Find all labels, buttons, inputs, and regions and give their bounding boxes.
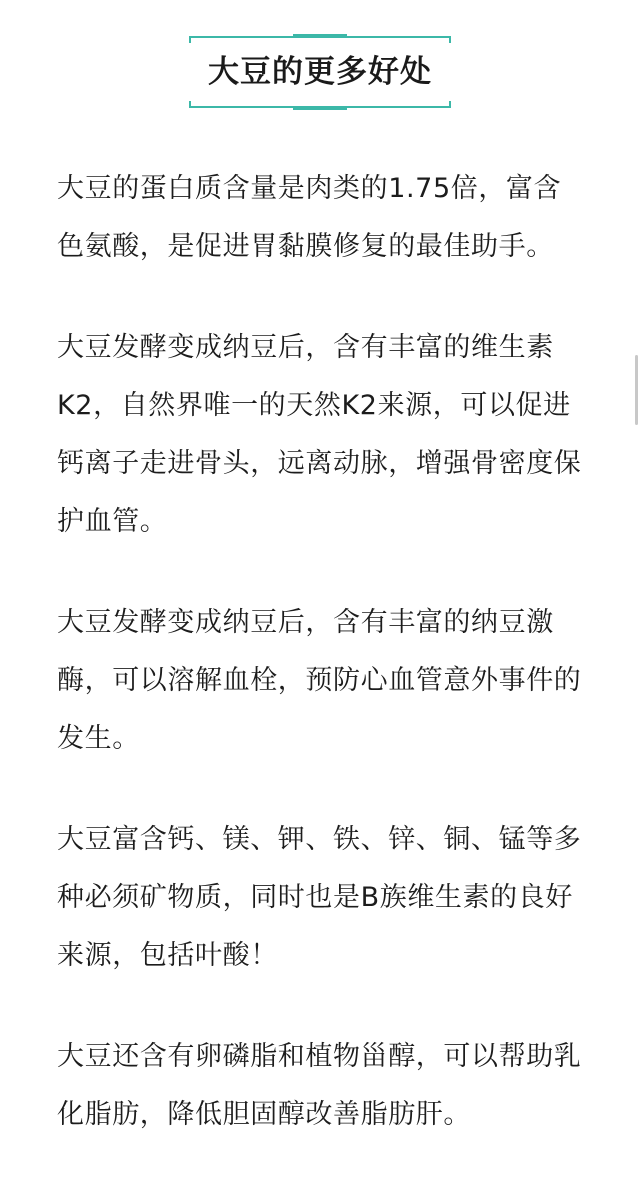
paragraph-nattokinase: 大豆发酵变成纳豆后，含有丰富的纳豆激酶，可以溶解血栓，预防心血管意外事件的发生。 <box>57 607 582 754</box>
title-frame-top-accent <box>293 34 347 38</box>
article-body <box>57 160 585 1187</box>
paragraph-minerals: 大豆富含钙、镁、钾、铁、锌、铜、锰等多种必须矿物质，同时也是B族维生素的良好来源，包括叶酸！ <box>57 824 582 971</box>
section-title-frame <box>189 36 451 108</box>
section-title: 大豆的更多好处 <box>208 54 432 90</box>
title-frame-bottom-accent <box>293 106 347 110</box>
paragraph-lecithin: 大豆还含有卵磷脂和植物甾醇，可以帮助乳化脂肪，降低胆固醇改善脂肪肝。 <box>57 1041 582 1130</box>
paragraph-vitamin-k2: 大豆发酵变成纳豆后，含有丰富的维生素K2，自然界唯一的天然K2来源，可以促进钙离子走进骨头，远离动脉，增强骨密度保护血管。 <box>57 332 582 537</box>
scrollbar-thumb[interactable] <box>635 355 638 425</box>
paragraph-protein: 大豆的蛋白质含量是肉类的1.75倍，富含色氨酸，是促进胃黏膜修复的最佳助手。 <box>57 173 562 262</box>
